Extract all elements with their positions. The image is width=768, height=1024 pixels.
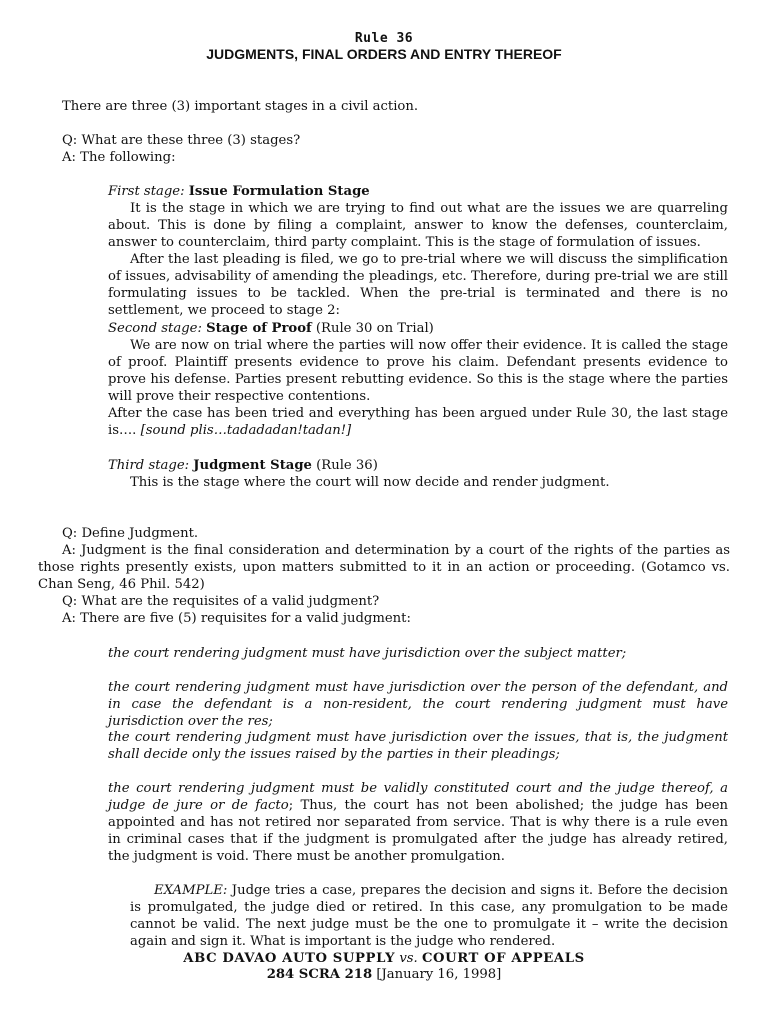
stage2-name: Stage of Proof <box>206 321 312 336</box>
stage2-label: Second stage: <box>108 321 202 336</box>
stage2-note: (Rule 30 on Trial) <box>311 321 434 336</box>
stage3-note: (Rule 36) <box>311 458 378 473</box>
requisite-4-rest: ; Thus, the court has not been abolished; the judge has been appointed and has not retired nor separated from service. That is why there is a rule even in criminal cases that if the judgment is promulgated after the judge has already retired, the judgment is void. There must be another promulgation. <box>108 798 728 864</box>
stage1-paragraph-2: After the last pleading is filed, we go to pre-trial where we will discuss the simplification of issues, advisability of amending the pleadings, etc. Therefore, during pre-trial we are still formulating issues to be tackled. When the pre-trial is terminated and there is no settlement, we proceed to stage 2: <box>108 252 728 318</box>
case-date: [January 16, 1998] <box>372 967 502 982</box>
requisite-4 <box>108 780 728 865</box>
stage3-name: Judgment Stage <box>193 458 312 473</box>
example-text: Judge tries a case, prepares the decision and signs it. Before the decision is promulgated, the judge died or retired. In this case, any promulgation to be made cannot be valid. The next judge must be the one to promulgate it – write the decision again and sign it. What is important is the judge who rendered. <box>130 883 728 949</box>
stage3-heading <box>108 457 378 474</box>
case-vs: vs. <box>399 951 418 966</box>
case-title <box>0 950 768 967</box>
page-title: JUDGMENTS, FINAL ORDERS AND ENTRY THEREOF <box>206 46 562 62</box>
stage3-paragraph-1: This is the stage where the court will now decide and render judgment. <box>130 475 610 490</box>
stage2-paragraph-2-italic: [sound plis…tadadadan!tadan!] <box>140 423 352 438</box>
example-paragraph <box>130 882 728 950</box>
stage3-label: Third stage: <box>108 458 190 473</box>
stage2-heading <box>108 320 434 337</box>
stage2-paragraph-1: We are now on trial where the parties will now offer their evidence. It is called the stage of proof. Plaintiff presents evidence to prove his claim. Defendant presents evidence to prove his defense. Parties present rebutting evidence. So this is the stage where the parties will prove their respective contentions. <box>108 338 728 404</box>
case-scra: 284 SCRA 218 <box>266 967 373 982</box>
stage2-paragraph-2 <box>108 405 728 439</box>
rule-number: Rule 36 <box>354 31 414 46</box>
requisite-4-italic: the court rendering judgment must be validly constituted court and the judge thereof, a judge de jure or de facto <box>108 781 728 813</box>
example-label: EXAMPLE: <box>154 883 228 898</box>
stage2-paragraph-2-text: After the case has been tried and everything has been argued under Rule 30, the last stage is…. <box>108 406 728 438</box>
answer-define-judgment: A: Judgment is the final consideration and determination by a court of the rights of the parties as those rights presently exists, upon matters submitted to it in an action or proceeding. (Gotamco vs. Chan Seng, 46 Phil. 542) <box>38 543 730 592</box>
question-requisites: Q: What are the requisites of a valid judgment? <box>62 594 380 609</box>
stage1-paragraph-1: It is the stage in which we are trying to find out what are the issues we are quarreling about. This is done by filing a complaint, answer to know the defenses, counterclaim, answer to counterclaim, third party complaint. This is the stage of formulation of issues. <box>108 201 728 250</box>
case-citation <box>0 966 768 983</box>
answer-requisites: A: There are five (5) requisites for a valid judgment: <box>62 611 411 626</box>
requisite-1: the court rendering judgment must have jurisdiction over the subject matter; <box>108 646 627 661</box>
stage1-heading <box>108 183 370 200</box>
case-party-2: COURT OF APPEALS <box>421 951 585 966</box>
answer-stages: A: The following: <box>62 150 176 165</box>
stage1-label: First stage: <box>108 184 185 199</box>
question-stages: Q: What are these three (3) stages? <box>62 133 301 148</box>
requisite-3: the court rendering judgment must have jurisdiction over the issues, that is, the judgment shall decide only the issues raised by the parties in their pleadings; <box>108 730 728 762</box>
case-party-1: ABC DAVAO AUTO SUPPLY <box>183 951 396 966</box>
requisite-2: the court rendering judgment must have jurisdiction over the person of the defendant, and in case the defendant is a non-resident, the court rendering judgment must have jurisdiction over the res; <box>108 680 728 729</box>
stage1-name: Issue Formulation Stage <box>188 184 370 199</box>
question-define-judgment: Q: Define Judgment. <box>62 526 199 541</box>
intro-paragraph: There are three (3) important stages in a civil action. <box>62 99 419 114</box>
